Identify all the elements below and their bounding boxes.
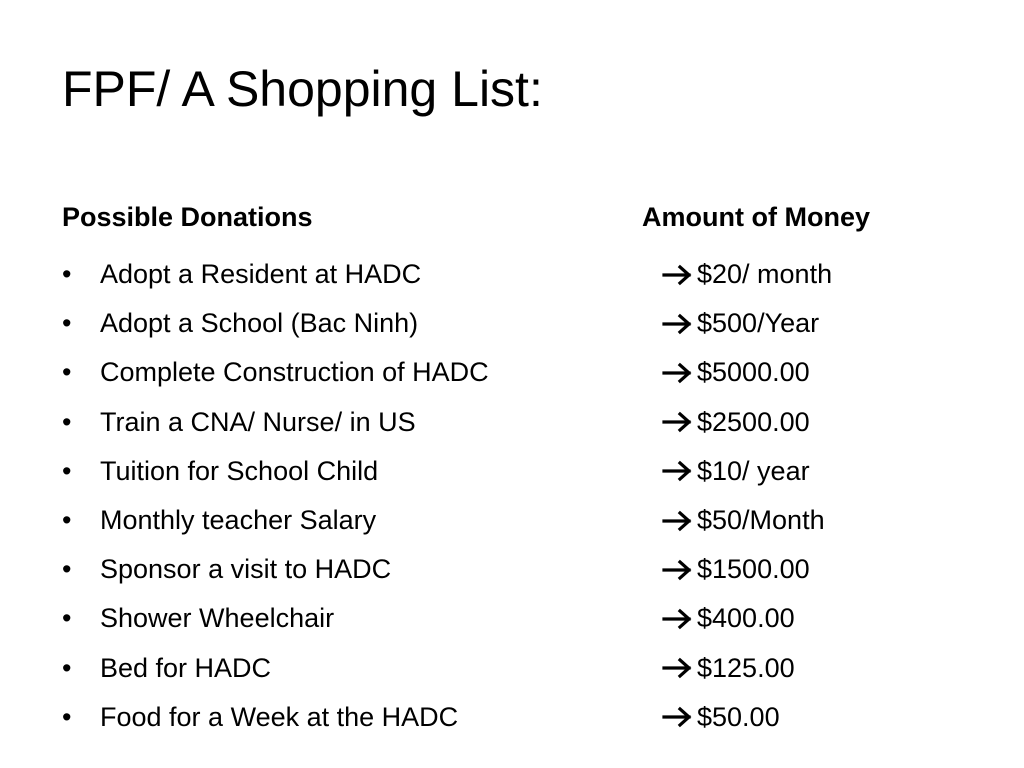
bullet-icon: • — [62, 603, 72, 634]
amount-list — [661, 250, 1001, 742]
bullet-icon: • — [62, 357, 72, 388]
bullet-icon: • — [62, 308, 72, 339]
donation-item — [62, 447, 622, 496]
arrow-right-icon — [661, 459, 697, 483]
arrow-right-icon — [661, 607, 697, 631]
amount-label: $400.00 — [697, 603, 795, 634]
bullet-icon: • — [62, 701, 72, 732]
donation-label: Bed for HADC — [100, 652, 272, 683]
donation-item — [62, 594, 622, 643]
amount-item — [661, 693, 1001, 742]
amount-item — [661, 348, 1001, 397]
donation-item — [62, 398, 622, 447]
donation-item — [62, 348, 622, 397]
arrow-right-icon — [661, 263, 697, 287]
amount-item — [661, 644, 1001, 693]
amount-item — [661, 398, 1001, 447]
donation-item — [62, 545, 622, 594]
bullet-icon: • — [62, 455, 72, 486]
slide-title: FPF/ A Shopping List: — [62, 61, 543, 117]
amount-item — [661, 496, 1001, 545]
arrow-right-icon — [661, 312, 697, 336]
donation-label: Monthly teacher Salary — [100, 505, 377, 536]
donation-item — [62, 496, 622, 545]
arrow-right-icon — [661, 509, 697, 533]
amount-of-money-header: Amount of Money — [642, 202, 870, 232]
bullet-icon: • — [62, 406, 72, 437]
donation-label: Train a CNA/ Nurse/ in US — [100, 406, 416, 437]
donation-label: Complete Construction of HADC — [100, 357, 489, 388]
donation-label: Adopt a Resident at HADC — [100, 259, 422, 290]
arrow-right-icon — [661, 361, 697, 385]
bullet-icon: • — [62, 259, 72, 290]
amount-item — [661, 250, 1001, 299]
donation-item — [62, 250, 622, 299]
donation-item — [62, 299, 622, 348]
amount-item — [661, 447, 1001, 496]
amount-label: $5000.00 — [697, 357, 810, 388]
donation-label: Adopt a School (Bac Ninh) — [100, 308, 419, 339]
amount-label: $50/Month — [697, 505, 825, 536]
amount-item — [661, 299, 1001, 348]
donation-label: Food for a Week at the HADC — [100, 701, 459, 732]
bullet-icon: • — [62, 505, 72, 536]
bullet-icon: • — [62, 652, 72, 683]
amount-item — [661, 594, 1001, 643]
amount-label: $500/Year — [697, 308, 820, 339]
donation-list — [62, 250, 622, 742]
donation-item — [62, 693, 622, 742]
donation-label: Sponsor a visit to HADC — [100, 554, 392, 585]
amount-label: $10/ year — [697, 455, 810, 486]
donation-item — [62, 644, 622, 693]
amount-label: $20/ month — [697, 259, 833, 290]
arrow-right-icon — [661, 705, 697, 729]
arrow-right-icon — [661, 656, 697, 680]
donation-label: Shower Wheelchair — [100, 603, 335, 634]
amount-label: $2500.00 — [697, 406, 810, 437]
amount-item — [661, 545, 1001, 594]
amount-label: $125.00 — [697, 652, 795, 683]
bullet-icon: • — [62, 554, 72, 585]
amount-label: $1500.00 — [697, 554, 810, 585]
arrow-right-icon — [661, 558, 697, 582]
possible-donations-header: Possible Donations — [62, 202, 313, 232]
amount-label: $50.00 — [697, 701, 780, 732]
arrow-right-icon — [661, 410, 697, 434]
donation-label: Tuition for School Child — [100, 455, 379, 486]
